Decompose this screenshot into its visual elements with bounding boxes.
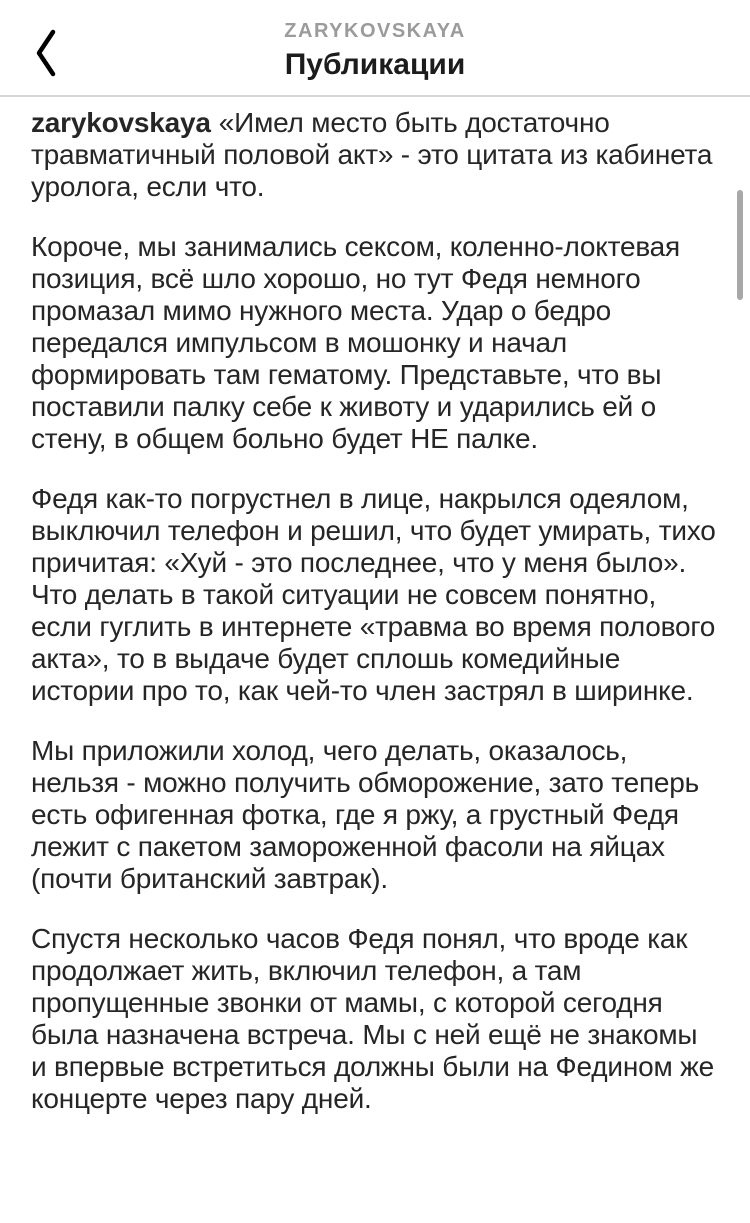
post-caption [0, 97, 750, 1115]
back-button[interactable] [24, 22, 68, 84]
page-title: Публикации [284, 48, 466, 81]
author-username-link[interactable]: zarykovskaya [31, 107, 211, 138]
caption-text: «Имел место быть достаточно травматичный половой акт» - это цитата из кабинета уролога, если что. [31, 107, 713, 202]
header-username: ZARYKOVSKAYA [284, 20, 466, 42]
chevron-left-icon [35, 28, 57, 78]
caption-paragraph: Спустя несколько часов Федя понял, что вроде как продолжает жить, включил телефон, а там пропущенные звонки от мамы, с которой сегодня была назначена встреча. Мы с ней ещё не знакомы и впервые встретиться должны были на Федином же концерте через пару дней. [31, 923, 715, 1114]
caption-paragraph: Короче, мы занимались сексом, коленно-локтевая позиция, всё шло хорошо, но тут Федя немного промазал мимо нужного места. Удар о бедро передался импульсом в мошонку и начал формировать там гематому. Представьте, что вы поставили палку себе к животу и ударились ей о стену, в общем больно будет НЕ палке. [31, 231, 681, 454]
header [0, 0, 750, 97]
caption-paragraph: Мы приложили холод, чего делать, оказалось, нельзя - можно получить обморожение, зато теперь есть офигенная фотка, где я ржу, а грустный Федя лежит с пакетом замороженной фасоли на яйцах (почти британский завтрак). [31, 735, 700, 894]
scrollbar-thumb[interactable] [737, 190, 743, 300]
caption-paragraph: Федя как-то погрустнел в лице, накрылся одеялом, выключил телефон и решил, что будет умирать, тихо причитая: «Хуй - это последнее, что у меня было». Что делать в такой ситуации не совсем понятно, если гуглить в интернете «травма во время полового акта», то в выдаче будет сплошь комедийные истории про то, как чей-то член застрял в ширинке. [31, 483, 716, 706]
caption-paragraph [31, 107, 719, 203]
